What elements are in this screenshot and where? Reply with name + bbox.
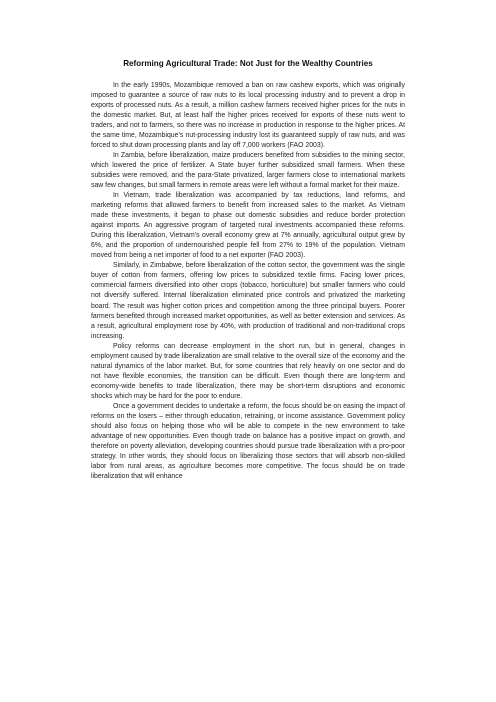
paragraph-policy-reforms: Policy reforms can decrease employment in the short run, but in general, changes in employment caused by trade liberalization are small relative to the overall size of the economy and the natural dynamics of the labor market. But, for some countries that rely heavily on one sector and do not have flexible economies, the transition can be difficult. Even though there are long-term and economy-wide benefits to trade liberalization, there may be short-term disruptions and economic shocks which may be hard for the poor to endure. (91, 342, 405, 400)
paragraph-vietnam: In Vietnam, trade liberalization was accompanied by tax reductions, land reforms, and marketing reforms that allowed farmers to benefit from increased sales to the market. As Vietnam made these investments, it began to phase out domestic subsidies and reduce border protection against imports. An aggressive program of targeted rural investments accompanied these reforms. During this liberalization, Vietnam’s overall economy grew at 7% annually, agricultural output grew by 6%, and the proportion of undernourished people fell from 27% to 19% of the population. Vietnam moved from being a net importer of food to a net exporter (FAO 2003). (91, 192, 405, 260)
document-body (91, 81, 405, 483)
paragraph-government-reform: Once a government decides to undertake a reform, the focus should be on easing the impact of reforms on the losers – either through education, retraining, or income assistance. Government policy should also focus on helping those who will be able to compete in the new environment to take advantage of new opportunities. Even though trade on balance has a positive impact on growth, and therefore on poverty alleviation, developing countries should pursue trade liberalization with a pro-poor strategy. In other words, they should focus on liberalizing those sectors that will absorb non-skilled labor from rural areas, as agriculture becomes more competitive. The focus should be on trade liberalization that will enhance (91, 403, 405, 481)
paragraph-zambia: In Zambia, before liberalization, maize producers benefited from subsidies to the mining sector, which lowered the price of fertilizer. A State buyer further subsidized small farmers. When these subsidies were removed, and the para-State privatized, larger farmers close to international markets saw few changes, but small farmers in remote areas were left without a formal market for their maize. (91, 151, 405, 189)
paragraph-zimbabwe: Similarly, in Zimbabwe, before liberalization of the cotton sector, the government was the single buyer of cotton from farmers, offering low prices to subsidized textile firms. Facing lower prices, commercial farmers diversified into other crops (tobacco, horticulture) but smaller farmers who could not diversify suffered. Internal liberalization eliminated price controls and privatized the marketing board. The result was higher cotton prices and competition among the three principal buyers. Poorer farmers benefited through increased market opportunities, as well as better extension and services. As a result, agricultural employment rose by 40%, with production of traditional and non-traditional crops increasing. (91, 262, 405, 340)
paragraph-mozambique: In the early 1990s, Mozambique removed a ban on raw cashew exports, which was originally imposed to guarantee a source of raw nuts to its local processing industry and to prevent a drop in exports of processed nuts. As a result, a million cashew farmers received higher prices for the nuts in the domestic market. But, at least half the higher prices received for exports of these nuts went to traders, and not to farmers, so there was no increase in production in response to the higher prices. At the same time, Mozambique’s nut-processing industry lost its guaranteed supply of raw nuts, and was forced to shut down processing plants and lay off 7,000 workers (FAO 2003). (91, 81, 405, 149)
document-title: Reforming Agricultural Trade: Not Just for the Wealthy Countries (123, 59, 373, 68)
